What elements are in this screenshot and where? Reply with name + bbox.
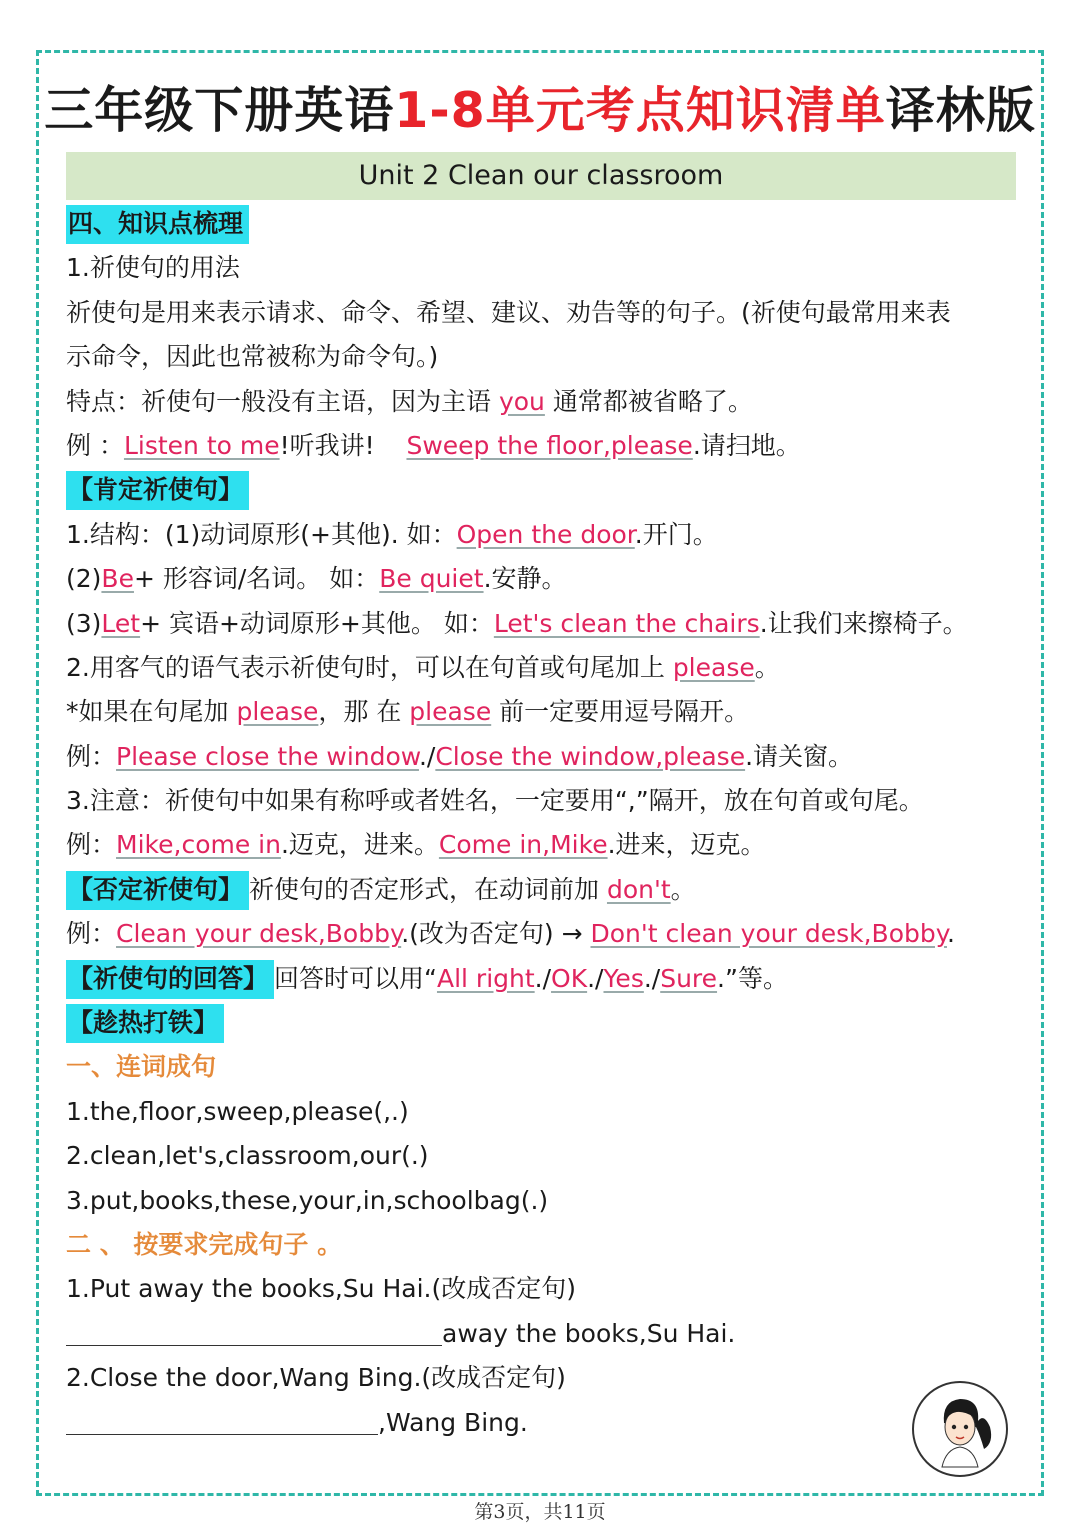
please-example: 例：Please close the window./Close the window,please.请关窗。 [66,741,854,771]
negative-example: 例：Clean your desk,Bobby.(改为否定句) → Don't clean your desk,Bobby. [66,919,955,949]
answer-blank[interactable] [66,1315,442,1346]
exercise-1-item: 3.put,books,these,your,in,schoolbag(.) [66,1185,549,1215]
please-line-1: 2.用客气的语气表示祈使句时，可以在句首或句尾加上 please。 [66,652,780,682]
exercise-1-heading: 一、连词成句 [66,1052,217,1082]
answer-blank[interactable] [66,1404,378,1435]
note-example: 例：Mike,come in.迈克，进来。Come in,Mike.进来，迈克。 [66,830,766,860]
section-heading-line [66,202,1026,246]
exercise-1-item: 2.clean,let's,classroom,our(.) [66,1141,429,1171]
note-line: 3.注意：祈使句中如果有称呼或者姓名，一定要用“,”隔开，放在句首或句尾。 [66,786,924,816]
answer-line: 【祈使句的回答】 回答时可以用“All right./OK./Yes./Sure.”等。 [66,957,1026,1001]
unit-title-bar: Unit 2 Clean our classroom [66,152,1016,200]
page-title [0,72,1080,142]
title-part-1: 三年级下册英语 [44,82,395,139]
exercise-2-answer-2: ,Wang Bing. [66,1401,1026,1445]
exercise-2-question-2: 2.Close the door,Wang Bing.(改成否定句) [66,1363,566,1393]
exercise-2-heading: 二 、 按要求完成句子 。 [66,1229,343,1259]
answer-tag: 【祈使句的回答】 [66,960,274,999]
title-part-2: 1-8单元考点知识清单 [394,82,886,139]
title-part-3: 译林版 [885,82,1036,139]
exercise-1-item: 1.the,floor,sweep,please(,.) [66,1096,409,1126]
negative-line: 【否定祈使句】 祈使句的否定形式，在动词前加 don't。 [66,868,1026,912]
positive-tag-line [66,468,1026,512]
content [66,202,1026,1445]
structure-line-2: (2)Be+ 形容词/名词。 如：Be quiet.安静。 [66,564,567,594]
practice-tag: 【趁热打铁】 [66,1004,224,1043]
feature-line: 特点：祈使句一般没有主语，因为主语 you 通常都被省略了。 [66,386,753,416]
usage-title: 1.祈使句的用法 [66,253,240,283]
section-heading: 四、知识点梳理 [66,205,249,244]
structure-line-1: 1.结构：(1)动词原形(+其他). 如：Open the door.开门。 [66,519,718,549]
exercise-2-question-1: 1.Put away the books,Su Hai.(改成否定句) [66,1274,576,1304]
structure-line-3: (3)Let+ 宾语+动词原形+其他。 如：Let's clean the chairs.让我们来擦椅子。 [66,608,968,638]
negative-tag: 【否定祈使句】 [66,871,249,910]
practice-tag-line [66,1001,1026,1045]
please-line-2: *如果在句尾加 please，那 在 please 前一定要用逗号隔开。 [66,697,750,727]
example-line-1: 例 ：Listen to me!听我讲! Sweep the floor,please.请扫地。 [66,430,801,460]
exercise-2-answer-1: away the books,Su Hai. [66,1312,1026,1356]
girl-avatar-icon [912,1381,1008,1477]
positive-tag: 【肯定祈使句】 [66,471,249,510]
definition-line-2: 示命令，因此也常被称为命令句。) [66,342,439,372]
page-footer: 第3页，共11页 [474,1501,606,1523]
definition-line-1: 祈使句是用来表示请求、命令、希望、建议、劝告等的句子。(祈使句最常用来表 [66,297,951,327]
